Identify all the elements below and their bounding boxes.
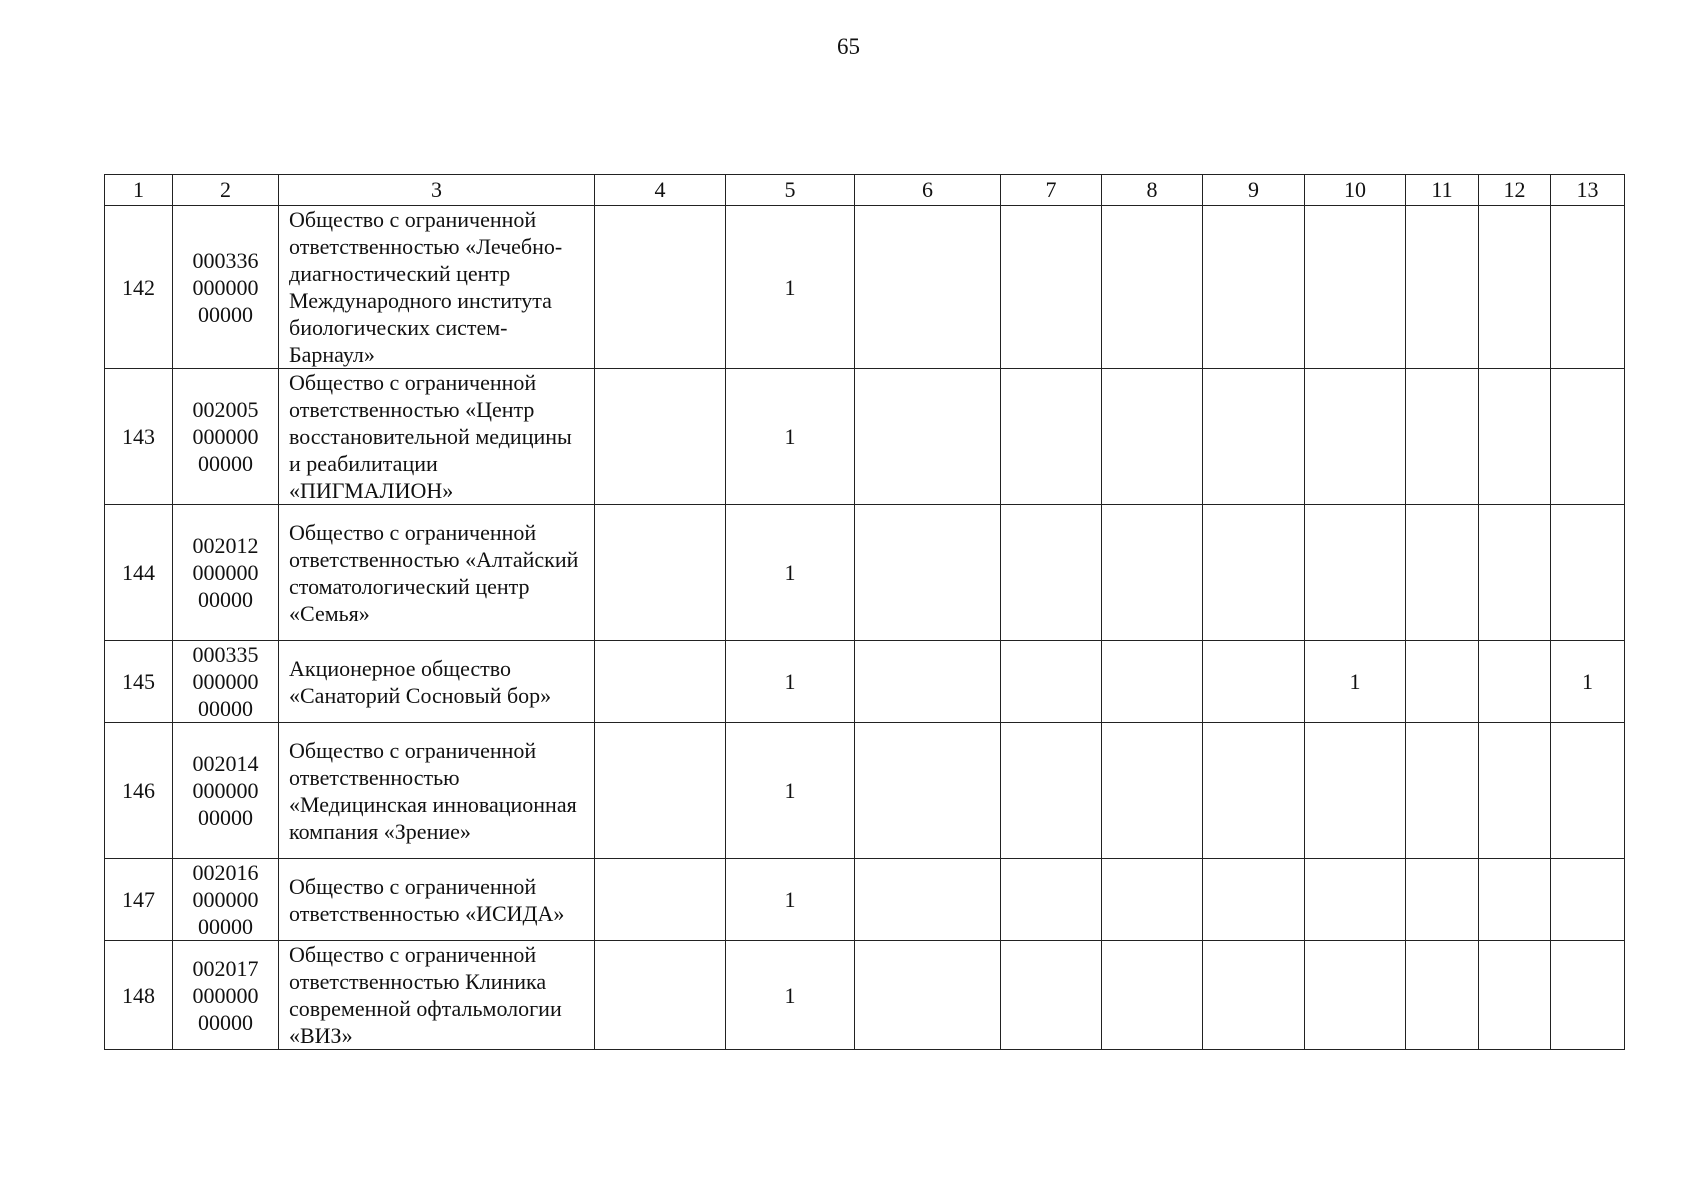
value-cell-col-12 bbox=[1479, 206, 1551, 369]
org-code-part: 002014 bbox=[192, 751, 259, 776]
column-header: 13 bbox=[1551, 175, 1625, 206]
table-row bbox=[105, 941, 1625, 1050]
value-cell-col-11 bbox=[1406, 369, 1479, 505]
value-cell-col-6 bbox=[855, 505, 1001, 641]
value-cell-col-10 bbox=[1305, 723, 1406, 859]
value-cell-col-12 bbox=[1479, 859, 1551, 941]
org-code bbox=[173, 369, 279, 505]
org-code-part: 000000 bbox=[192, 560, 259, 585]
header-row bbox=[105, 175, 1625, 206]
value-cell-col-6 bbox=[855, 641, 1001, 723]
value-cell-col-9 bbox=[1203, 369, 1305, 505]
value-cell-col-11 bbox=[1406, 641, 1479, 723]
value-cell-col-5: 1 bbox=[726, 723, 855, 859]
org-code-part: 00000 bbox=[198, 587, 253, 612]
table-row bbox=[105, 369, 1625, 505]
column-header: 5 bbox=[726, 175, 855, 206]
org-name: Общество с ограниченной ответственностью «ИСИДА» bbox=[279, 859, 595, 941]
page-number: 65 bbox=[837, 34, 860, 59]
row-number: 144 bbox=[105, 505, 173, 641]
column-header: 6 bbox=[855, 175, 1001, 206]
org-name: Общество с ограниченной ответственностью Клиника современной офтальмологии «ВИЗ» bbox=[279, 941, 595, 1050]
org-code-part: 000000 bbox=[192, 887, 259, 912]
org-name: Общество с ограниченной ответственностью «Медицинская инновационная компания «Зрение» bbox=[279, 723, 595, 859]
org-code bbox=[173, 206, 279, 369]
value-cell-col-7 bbox=[1001, 723, 1102, 859]
value-cell-col-8 bbox=[1102, 505, 1203, 641]
value-cell-col-5: 1 bbox=[726, 206, 855, 369]
value-cell-col-9 bbox=[1203, 206, 1305, 369]
value-cell-col-8 bbox=[1102, 369, 1203, 505]
value-cell-col-11 bbox=[1406, 505, 1479, 641]
row-number: 148 bbox=[105, 941, 173, 1050]
table-row bbox=[105, 723, 1625, 859]
column-header: 7 bbox=[1001, 175, 1102, 206]
row-number: 142 bbox=[105, 206, 173, 369]
value-cell-col-5: 1 bbox=[726, 505, 855, 641]
value-cell-col-6 bbox=[855, 941, 1001, 1050]
value-cell-col-9 bbox=[1203, 941, 1305, 1050]
org-code-part: 002005 bbox=[192, 397, 259, 422]
value-cell-col-13 bbox=[1551, 505, 1625, 641]
table-row bbox=[105, 206, 1625, 369]
value-cell-col-12 bbox=[1479, 369, 1551, 505]
org-code-part: 00000 bbox=[198, 301, 253, 327]
value-cell-col-7 bbox=[1001, 641, 1102, 723]
value-cell-col-7 bbox=[1001, 941, 1102, 1050]
value-cell-col-4 bbox=[595, 859, 726, 941]
value-cell-col-11 bbox=[1406, 941, 1479, 1050]
value-cell-col-9 bbox=[1203, 505, 1305, 641]
column-header: 1 bbox=[105, 175, 173, 206]
value-cell-col-4 bbox=[595, 206, 726, 369]
value-cell-col-13: 1 bbox=[1551, 641, 1625, 723]
org-code-part: 000000 bbox=[192, 982, 259, 1008]
org-code-part: 000336 bbox=[192, 247, 259, 273]
column-header: 3 bbox=[279, 175, 595, 206]
value-cell-col-12 bbox=[1479, 641, 1551, 723]
org-code-part: 000000 bbox=[192, 424, 259, 449]
value-cell-col-10 bbox=[1305, 505, 1406, 641]
value-cell-col-5: 1 bbox=[726, 941, 855, 1050]
value-cell-col-7 bbox=[1001, 369, 1102, 505]
value-cell-col-6 bbox=[855, 723, 1001, 859]
org-code-part: 00000 bbox=[198, 914, 253, 939]
value-cell-col-4 bbox=[595, 369, 726, 505]
column-header: 12 bbox=[1479, 175, 1551, 206]
org-code-part: 000000 bbox=[192, 274, 259, 300]
value-cell-col-11 bbox=[1406, 206, 1479, 369]
value-cell-col-10 bbox=[1305, 369, 1406, 505]
org-code-part: 000335 bbox=[192, 642, 259, 667]
column-header: 9 bbox=[1203, 175, 1305, 206]
column-header: 2 bbox=[173, 175, 279, 206]
value-cell-col-10: 1 bbox=[1305, 641, 1406, 723]
value-cell-col-4 bbox=[595, 941, 726, 1050]
org-code-part: 002012 bbox=[192, 533, 259, 558]
org-code-part: 000000 bbox=[192, 778, 259, 803]
value-cell-col-8 bbox=[1102, 723, 1203, 859]
row-number: 143 bbox=[105, 369, 173, 505]
column-header: 10 bbox=[1305, 175, 1406, 206]
value-cell-col-4 bbox=[595, 641, 726, 723]
value-cell-col-13 bbox=[1551, 206, 1625, 369]
org-code-part: 002017 bbox=[192, 955, 259, 981]
value-cell-col-10 bbox=[1305, 859, 1406, 941]
value-cell-col-8 bbox=[1102, 941, 1203, 1050]
org-code-part: 00000 bbox=[198, 451, 253, 476]
org-code-part: 00000 bbox=[198, 696, 253, 721]
value-cell-col-12 bbox=[1479, 505, 1551, 641]
value-cell-col-12 bbox=[1479, 723, 1551, 859]
org-code-part: 00000 bbox=[198, 805, 253, 830]
registry-table bbox=[104, 174, 1625, 1050]
value-cell-col-4 bbox=[595, 723, 726, 859]
org-name: Акционерное общество «Санаторий Сосновый бор» bbox=[279, 641, 595, 723]
value-cell-col-10 bbox=[1305, 941, 1406, 1050]
row-number: 146 bbox=[105, 723, 173, 859]
org-code bbox=[173, 505, 279, 641]
column-header: 11 bbox=[1406, 175, 1479, 206]
org-code bbox=[173, 641, 279, 723]
row-number: 145 bbox=[105, 641, 173, 723]
value-cell-col-10 bbox=[1305, 206, 1406, 369]
table-row bbox=[105, 505, 1625, 641]
value-cell-col-8 bbox=[1102, 859, 1203, 941]
value-cell-col-4 bbox=[595, 505, 726, 641]
value-cell-col-11 bbox=[1406, 723, 1479, 859]
value-cell-col-7 bbox=[1001, 859, 1102, 941]
value-cell-col-13 bbox=[1551, 859, 1625, 941]
value-cell-col-5: 1 bbox=[726, 369, 855, 505]
value-cell-col-7 bbox=[1001, 206, 1102, 369]
value-cell-col-9 bbox=[1203, 641, 1305, 723]
org-name: Общество с ограниченной ответственностью «Лечебно-диагностический центр Международного института биологических систем-Барнаул» bbox=[279, 206, 595, 369]
table-row bbox=[105, 641, 1625, 723]
value-cell-col-9 bbox=[1203, 723, 1305, 859]
org-code-part: 000000 bbox=[192, 669, 259, 694]
org-code-part: 00000 bbox=[198, 1009, 253, 1035]
value-cell-col-13 bbox=[1551, 723, 1625, 859]
value-cell-col-11 bbox=[1406, 859, 1479, 941]
org-code-part: 002016 bbox=[192, 860, 259, 885]
value-cell-col-9 bbox=[1203, 859, 1305, 941]
value-cell-col-8 bbox=[1102, 206, 1203, 369]
org-name: Общество с ограниченной ответственностью «Алтайский стоматологический центр «Семья» bbox=[279, 505, 595, 641]
column-header: 4 bbox=[595, 175, 726, 206]
org-name: Общество с ограниченной ответственностью «Центр восстановительной медицины и реабилитации «ПИГМАЛИОН» bbox=[279, 369, 595, 505]
column-header: 8 bbox=[1102, 175, 1203, 206]
org-code bbox=[173, 723, 279, 859]
value-cell-col-7 bbox=[1001, 505, 1102, 641]
value-cell-col-13 bbox=[1551, 369, 1625, 505]
value-cell-col-5: 1 bbox=[726, 641, 855, 723]
value-cell-col-6 bbox=[855, 369, 1001, 505]
row-number: 147 bbox=[105, 859, 173, 941]
value-cell-col-6 bbox=[855, 206, 1001, 369]
table-row bbox=[105, 859, 1625, 941]
value-cell-col-13 bbox=[1551, 941, 1625, 1050]
value-cell-col-8 bbox=[1102, 641, 1203, 723]
value-cell-col-12 bbox=[1479, 941, 1551, 1050]
value-cell-col-5: 1 bbox=[726, 859, 855, 941]
org-code bbox=[173, 941, 279, 1050]
value-cell-col-6 bbox=[855, 859, 1001, 941]
org-code bbox=[173, 859, 279, 941]
